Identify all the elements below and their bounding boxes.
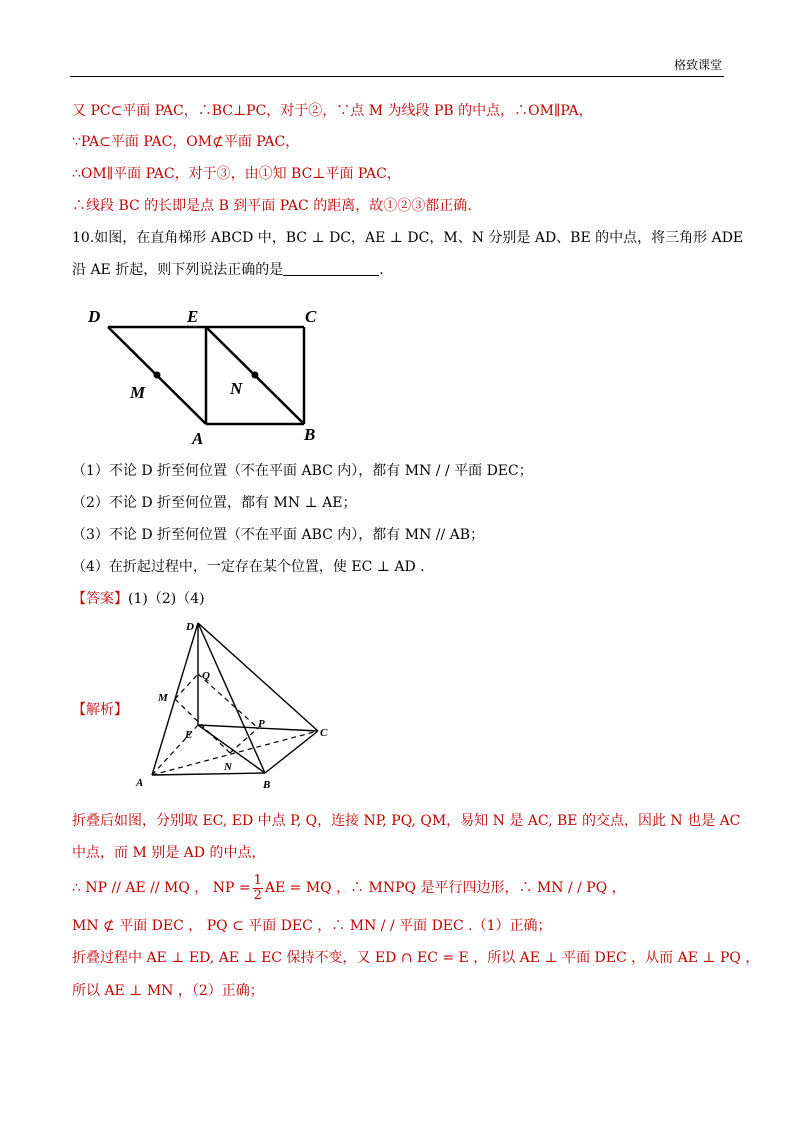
folded-figure [130, 615, 340, 795]
question-suffix: . [379, 262, 384, 278]
label-e: E [187, 307, 199, 326]
label-a2: A [136, 777, 144, 789]
label-n: N [230, 379, 243, 398]
solution-line-2: ∵PA⊂平面 PAC，OM⊄平面 PAC， [72, 134, 300, 150]
fraction-denominator: 2 [253, 887, 262, 903]
option-4: （4）在折起过程中，一定存在某个位置，使 EC ⊥ AD . [72, 559, 425, 575]
explanation-line-1: 折叠后如图，分别取 EC, ED 中点 P, Q，连接 NP, PQ, QM，易知 N 是 AC, BE 的交点，因此 N 也是 AC [72, 813, 741, 829]
solution-line-4: ∴线段 BC 的长即是点 B 到平面 PAC 的距离，故①②③都正确. [72, 198, 472, 214]
dashed-edges [152, 674, 318, 775]
option-1: （1）不论 D 折至何位置（不在平面 ABC 内），都有 MN / / 平面 DEC； [72, 463, 533, 479]
label-b2: B [263, 779, 271, 791]
answer-line [72, 589, 205, 609]
answer-blank [283, 261, 379, 276]
explanation-line-3a: ∴ NP // AE // MQ ， NP = [72, 880, 251, 896]
question-line-2 [72, 260, 384, 280]
label-c2: C [320, 727, 328, 739]
explanation-line-2: 中点，而 M 别是 AD 的中点， [72, 845, 266, 861]
fraction-numerator: 1 [253, 872, 262, 888]
label-m2: M [158, 692, 168, 704]
explanation-line-4: MN ⊄ 平面 DEC ， PQ ⊂ 平面 DEC ，∴ MN / / 平面 DEC .（1）正确； [72, 918, 552, 934]
answer-value: (1)（2)（4) [128, 591, 205, 607]
brand-label: 格致课堂 [673, 58, 722, 72]
label-m: M [130, 383, 146, 402]
label-q2: Q [202, 670, 210, 682]
explanation-line-3b: AE = MQ ，∴ MNPQ 是平行四边形，∴ MN / / PQ ， [264, 880, 626, 896]
point-n [252, 372, 259, 379]
solid-edges [152, 623, 318, 775]
label-d: D [88, 307, 101, 326]
explanation-line-5: 折叠过程中 AE ⊥ ED, AE ⊥ EC 保持不变，又 ED ∩ EC = E ，所以 AE ⊥ 平面 DEC ，从而 AE ⊥ PQ ， [72, 950, 760, 966]
solution-line-3: ∴OM∥平面 PAC，对于③，由①知 BC⊥平面 PAC， [72, 166, 401, 182]
option-2: （2）不论 D 折至何位置，都有 MN ⊥ AE； [72, 495, 357, 511]
label-d2: D [186, 621, 194, 633]
question-line-1: 10.如图，在直角梯形 ABCD 中，BC ⊥ DC，AE ⊥ DC，M、N 分别是 AD、BE 的中点，将三角形 ADE [72, 230, 744, 246]
answer-label: 【答案】 [72, 591, 128, 607]
analysis-label: 【解析】 [72, 702, 128, 718]
label-e2: E [185, 729, 193, 741]
question-prefix: 沿 AE 折起，则下列说法正确的是 [72, 262, 284, 278]
label-b: B [304, 425, 316, 444]
page-header [70, 56, 724, 77]
trapezoid-figure [80, 300, 340, 450]
trapezoid-lines [108, 327, 304, 424]
option-3: （3）不论 D 折至何位置（不在平面 ABC 内），都有 MN // AB； [72, 527, 485, 543]
label-p2: P [258, 718, 265, 730]
solution-line-1: 又 PC⊂平面 PAC，∴BC⊥PC，对于②，∵点 M 为线段 PB 的中点，∴OM∥PA， [72, 103, 593, 119]
explanation-line-3 [72, 872, 626, 904]
explanation-line-6: 所以 AE ⊥ MN ，（2）正确； [72, 983, 264, 999]
label-a: A [192, 429, 204, 448]
fraction-one-half [253, 874, 263, 903]
label-n2: N [224, 761, 232, 773]
label-c: C [305, 307, 317, 326]
point-m [154, 372, 161, 379]
